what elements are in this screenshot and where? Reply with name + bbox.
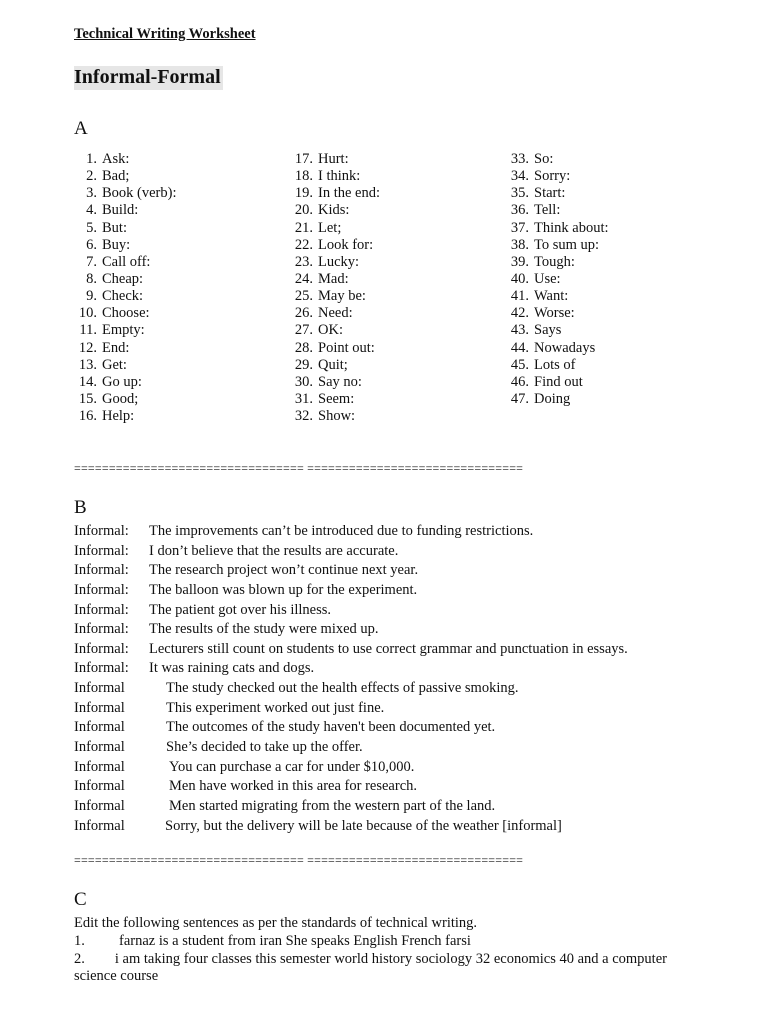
informal-sentence-row	[74, 522, 714, 542]
word-list-number: 28.	[294, 339, 313, 356]
section-divider-1: ================================= ===============================	[74, 461, 524, 475]
word-list-text: Buy:	[102, 236, 131, 253]
informal-sentence-row	[74, 659, 714, 679]
word-list-text: Tough:	[534, 253, 575, 270]
word-list-number: 4.	[86, 202, 97, 219]
informal-label: Informal	[74, 817, 125, 834]
informal-sentence-row	[74, 699, 714, 719]
informal-sentence-row	[74, 620, 714, 640]
word-list-text: Book (verb):	[102, 185, 177, 202]
informal-label: Informal	[74, 778, 125, 795]
word-list-item	[68, 220, 177, 237]
word-list-number: 13.	[78, 356, 97, 373]
word-list-text: Says	[534, 322, 562, 339]
edit-item-number: 1.	[74, 933, 85, 949]
word-column-1	[68, 151, 177, 425]
word-list-number: 9.	[86, 288, 97, 305]
informal-label: Informal	[74, 699, 125, 716]
word-list-item	[68, 340, 177, 357]
word-column-2	[284, 151, 380, 425]
word-list-text: Want:	[534, 288, 569, 305]
informal-label: Informal:	[74, 523, 129, 539]
word-list-item	[500, 271, 609, 288]
word-list-number: 45.	[510, 356, 529, 373]
word-list-text: Worse:	[534, 305, 575, 322]
word-list-number: 30.	[294, 373, 313, 390]
word-list-number: 12.	[78, 339, 97, 356]
section-c-letter: C	[74, 889, 87, 910]
word-list-number: 24.	[294, 270, 313, 287]
informal-sentence-row	[74, 601, 714, 621]
word-list-number: 22.	[294, 236, 313, 253]
informal-sentence-row	[74, 718, 714, 738]
word-list-number: 40.	[510, 270, 529, 287]
informal-label: Informal	[74, 719, 125, 736]
word-list-number: 27.	[294, 322, 313, 339]
informal-sentence: The results of the study were mixed up.	[149, 621, 379, 638]
informal-sentence: Men started migrating from the western part of the land.	[169, 797, 496, 814]
informal-label: Informal:	[74, 562, 129, 579]
word-list-item	[68, 237, 177, 254]
word-list-item	[284, 305, 380, 322]
word-list-number: 38.	[510, 236, 529, 253]
word-list-number: 26.	[294, 305, 313, 322]
word-list-number: 37.	[510, 219, 529, 236]
word-list-item	[68, 305, 177, 322]
word-list-text: Check:	[102, 288, 144, 305]
informal-sentence: She’s decided to take up the offer.	[166, 739, 363, 756]
word-list-item	[284, 237, 380, 254]
edit-item-text: farnaz is a student from iran She speaks English French farsi	[119, 933, 471, 949]
word-list-number: 35.	[510, 185, 529, 202]
edit-item-number: 2.	[74, 951, 85, 967]
word-list-text: Find out	[534, 373, 583, 390]
word-list-text: Choose:	[102, 305, 150, 322]
word-list-item	[284, 322, 380, 339]
informal-sentence-row	[74, 679, 714, 699]
word-list-number: 10.	[78, 305, 97, 322]
word-list-number: 34.	[510, 168, 529, 185]
informal-sentence: The study checked out the health effects of passive smoking.	[166, 680, 519, 697]
word-list-text: Use:	[534, 270, 561, 287]
informal-sentence-row	[74, 640, 714, 660]
informal-sentence-row	[74, 797, 714, 817]
informal-sentence: Sorry, but the delivery will be late because of the weather [informal]	[165, 817, 562, 834]
informal-sentence-row	[74, 581, 714, 601]
edit-item-1	[74, 933, 704, 951]
word-list-number: 5.	[86, 219, 97, 236]
informal-sentence: You can purchase a car for under $10,000.	[169, 758, 415, 775]
word-list-item	[500, 322, 609, 339]
word-list-text: But:	[102, 219, 127, 236]
informal-sentence-row	[74, 542, 714, 562]
word-list-item	[284, 151, 380, 168]
word-list-item	[68, 357, 177, 374]
word-list-text: Need:	[318, 305, 353, 322]
word-list-number: 23.	[294, 253, 313, 270]
word-list-number: 7.	[86, 253, 97, 270]
word-list-item	[68, 254, 177, 271]
informal-label: Informal	[74, 739, 125, 756]
word-list-text: Tell:	[534, 202, 561, 219]
word-list-item	[500, 237, 609, 254]
section-a-letter: A	[74, 118, 88, 139]
word-list-number: 2.	[86, 168, 97, 185]
word-list-number: 19.	[294, 185, 313, 202]
word-list-item	[68, 202, 177, 219]
informal-sentence: The improvements can’t be introduced due to funding restrictions.	[149, 523, 534, 539]
word-list-item	[284, 168, 380, 185]
word-list-text: Empty:	[102, 322, 145, 339]
informal-sentence-row	[74, 738, 714, 758]
word-list-item	[68, 322, 177, 339]
word-list-number: 47.	[510, 390, 529, 407]
word-list-number: 6.	[86, 236, 97, 253]
word-list-item	[500, 202, 609, 219]
word-list-item	[284, 185, 380, 202]
informal-sentence-list	[74, 522, 714, 836]
word-column-3	[500, 151, 609, 408]
word-list-text: May be:	[318, 288, 366, 305]
word-list-text: So:	[534, 151, 554, 167]
word-list-item	[500, 220, 609, 237]
word-list-item	[500, 305, 609, 322]
word-list-text: Build:	[102, 202, 139, 219]
word-list-text: In the end:	[318, 185, 381, 202]
informal-label: Informal	[74, 680, 125, 697]
word-list-text: Start:	[534, 185, 566, 202]
word-list-item	[284, 288, 380, 305]
word-list-item	[500, 151, 609, 168]
word-list-number: 14.	[78, 373, 97, 390]
word-list-number: 39.	[510, 253, 529, 270]
word-list-item	[284, 374, 380, 391]
word-list-number: 41.	[510, 288, 529, 305]
word-list-number: 15.	[78, 390, 97, 407]
word-list-text: Quit;	[318, 356, 348, 373]
word-list-number: 36.	[510, 202, 529, 219]
informal-label: Informal:	[74, 542, 129, 559]
word-list-number: 1.	[86, 151, 97, 167]
word-list-text: Look for:	[318, 236, 374, 253]
informal-label: Informal:	[74, 601, 129, 618]
informal-label: Informal	[74, 797, 125, 814]
word-list-item	[500, 374, 609, 391]
word-list-text: Ask:	[102, 151, 130, 167]
informal-label: Informal	[74, 758, 125, 775]
word-list-text: Good;	[102, 390, 139, 407]
informal-sentence: Lecturers still count on students to use correct grammar and punctuation in essays.	[149, 640, 628, 657]
word-list-text: Get:	[102, 356, 127, 373]
word-list-item	[500, 357, 609, 374]
word-list-number: 44.	[510, 339, 529, 356]
word-list-number: 17.	[294, 151, 313, 167]
informal-sentence: I don’t believe that the results are accurate.	[149, 542, 399, 559]
word-list-number: 21.	[294, 219, 313, 236]
word-list-item	[68, 374, 177, 391]
word-list-item	[284, 254, 380, 271]
word-list-number: 43.	[510, 322, 529, 339]
word-list-item	[284, 357, 380, 374]
section-b-letter: B	[74, 497, 87, 518]
word-list-item	[68, 151, 177, 168]
informal-label: Informal:	[74, 660, 129, 677]
informal-sentence: The outcomes of the study haven't been documented yet.	[166, 719, 496, 736]
word-list-item	[284, 202, 380, 219]
word-list-text: End:	[102, 339, 130, 356]
word-list-text: Cheap:	[102, 270, 144, 287]
word-list-item	[284, 340, 380, 357]
word-list-number: 46.	[510, 373, 529, 390]
word-list-text: Let;	[318, 219, 342, 236]
word-list-item	[500, 340, 609, 357]
informal-label: Informal:	[74, 581, 129, 598]
word-list-text: Point out:	[318, 339, 375, 356]
document-title: Technical Writing Worksheet	[74, 26, 256, 42]
word-list-item	[500, 391, 609, 408]
word-list-number: 20.	[294, 202, 313, 219]
informal-sentence: It was raining cats and dogs.	[149, 660, 315, 677]
word-list-item	[500, 288, 609, 305]
word-list-item	[68, 408, 177, 425]
word-list-number: 3.	[86, 185, 97, 202]
informal-sentence: The research project won’t continue next year.	[149, 562, 419, 579]
word-list-item	[284, 271, 380, 288]
word-list-text: Lucky:	[318, 253, 360, 270]
word-list-item	[68, 288, 177, 305]
section-divider-2: ================================= ===============================	[74, 853, 524, 867]
informal-sentence: The patient got over his illness.	[149, 601, 332, 618]
informal-sentence-row	[74, 561, 714, 581]
word-list-text: Help:	[102, 408, 135, 425]
word-list-item	[284, 408, 380, 425]
word-list-text: Hurt:	[318, 151, 349, 167]
word-list-text: Show:	[318, 408, 356, 425]
word-list-text: OK:	[318, 322, 343, 339]
word-list-number: 18.	[294, 168, 313, 185]
edit-item-2	[74, 951, 704, 985]
word-list-number: 31.	[294, 390, 313, 407]
word-list-text: Sorry:	[534, 168, 571, 185]
word-list-item	[68, 271, 177, 288]
word-list-text: To sum up:	[534, 236, 600, 253]
word-list-number: 29.	[294, 356, 313, 373]
word-list-text: Think about:	[534, 219, 609, 236]
word-list-item	[500, 254, 609, 271]
informal-sentence-row	[74, 758, 714, 778]
word-list-number: 25.	[294, 288, 313, 305]
informal-sentence: The balloon was blown up for the experiment.	[149, 581, 418, 598]
informal-sentence: This experiment worked out just fine.	[166, 699, 385, 716]
word-list-text: Mad:	[318, 270, 349, 287]
word-list-item	[500, 168, 609, 185]
section-heading: Informal-Formal	[74, 66, 221, 88]
word-list-text: I think:	[318, 168, 361, 185]
word-list-item	[68, 185, 177, 202]
informal-sentence-row	[74, 777, 714, 797]
word-list-item	[68, 391, 177, 408]
word-list-text: Bad;	[102, 168, 130, 185]
edit-item-text: i am taking four classes this semester world history sociology 32 economics 40 and a computer science course	[74, 951, 667, 984]
word-list-item	[284, 391, 380, 408]
word-list-text: Doing	[534, 390, 571, 407]
informal-sentence-row	[74, 817, 714, 837]
word-list-text: Nowadays	[534, 339, 596, 356]
word-list-text: Call off:	[102, 253, 151, 270]
word-list-item	[500, 185, 609, 202]
section-c-instruction: Edit the following sentences as per the standards of technical writing.	[74, 915, 478, 931]
informal-label: Informal:	[74, 640, 129, 657]
word-list-number: 8.	[86, 270, 97, 287]
word-list-text: Say no:	[318, 373, 362, 390]
informal-label: Informal:	[74, 621, 129, 638]
word-list-item	[68, 168, 177, 185]
word-list-text: Lots of	[534, 356, 576, 373]
word-list-text: Kids:	[318, 202, 350, 219]
word-list-number: 33.	[510, 151, 529, 167]
informal-sentence: Men have worked in this area for research.	[169, 778, 418, 795]
word-list-number: 11.	[79, 322, 97, 339]
word-list-number: 42.	[510, 305, 529, 322]
word-list-text: Go up:	[102, 373, 142, 390]
word-list-number: 16.	[78, 408, 97, 425]
word-list-number: 32.	[294, 408, 313, 425]
word-list-text: Seem:	[318, 390, 355, 407]
word-list-item	[284, 220, 380, 237]
